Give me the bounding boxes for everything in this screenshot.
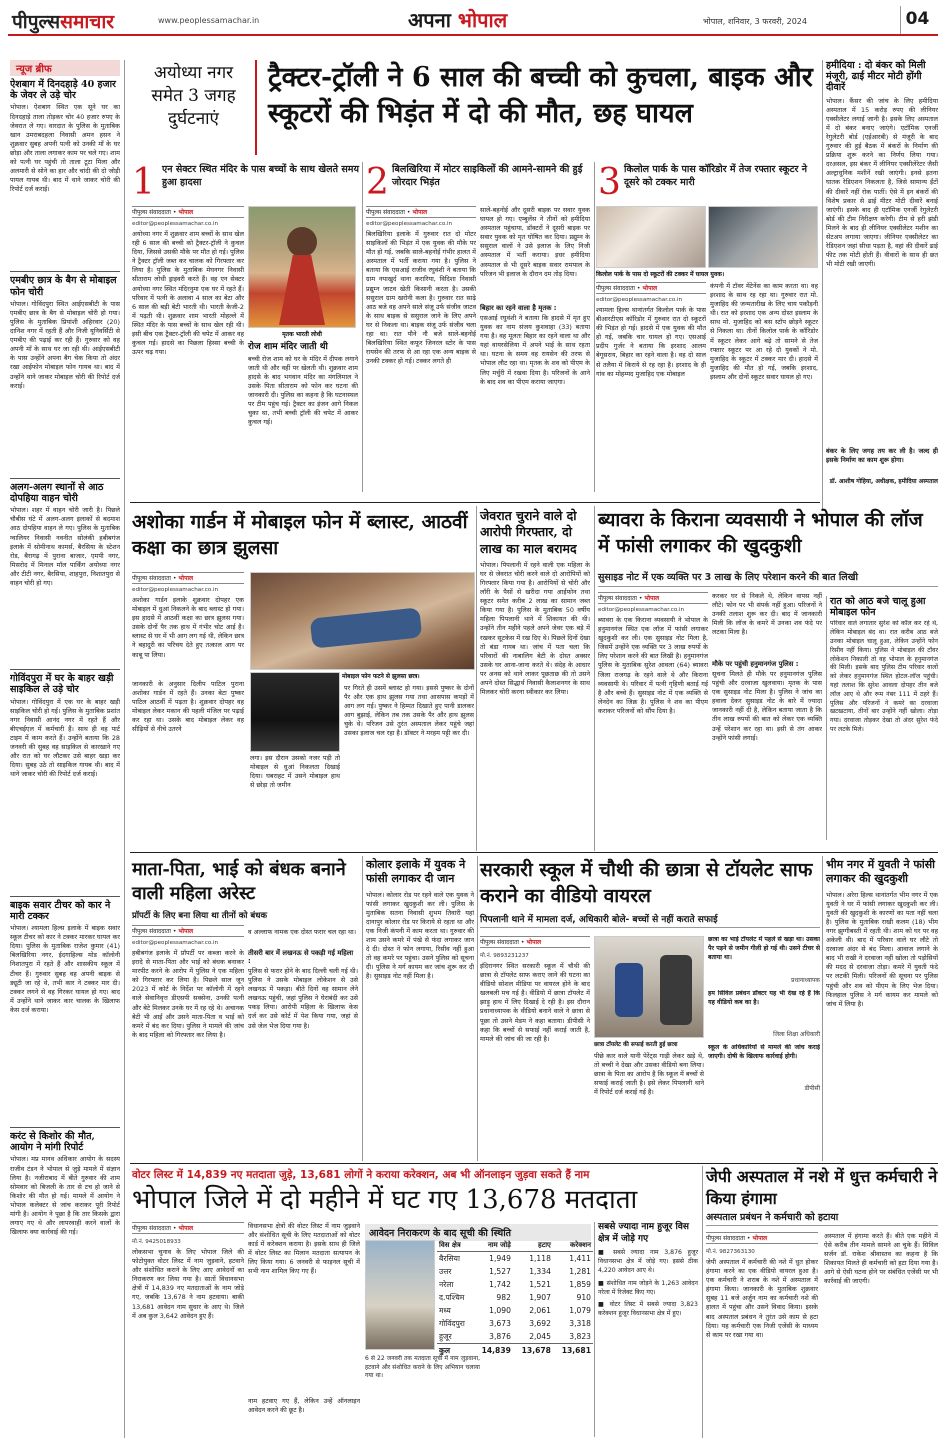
- byawara-box: रात को आठ बजे चालू हुआ मोबाइल फोन परिवार वाले लगातार सुरेश को कॉल कर रहे थे, लेकिन मोबाइल बंद था। रात करीब आठ बजे उनका मोबाइल चालू हुआ, लेकिन उन्होंने फोन रिसीव नहीं किया। पुलिस ने मोबाइल की टॉवर लोकेशन निकाली तो वह भोपाल के हनुमानगंज की मिली। इसके बाद पुलिस टीम परिवार वालों को लेकर हनुमानगंज स्थित होटल-लॉज पहुंची। यहां तलाश कि सुरेश आवला दोपहर तीन बजे लॉज आए थे और रूम नंबर 111 में ठहरे हैं। पुलिस और परिजनों ने कमरे का दरवाजा खटखटाया, तीनों बार उन्होंने नहीं खोला। तोड़ा गया। दरवाजा तोड़कर देखा तो अंदर सुरेश फंदे पर लटके मिले।: [826, 596, 938, 840]
- table-cell: कुल: [437, 1344, 473, 1358]
- byawara-body-cont: करकर घर से निकले थे, लेकिन वापस नहीं लौटे। फोन पर भी संपर्क नहीं हुआ। परिजनों ने उनकी तलाश शुरू कर दी। बाद में जानकारी मिली कि लॉज के कमरे में उनका शव फंदे पर लटका मिला है। मौके पर पहुंची हनुमानगंज पुलिस : सूचना मिलते ही मौके पर हनुमानगंज पुलिस पहुंची और दरवाजा खुलवाया। मृतक के पास एक सुसाइड नोट मिला है। पुलिस ने जांच का हवाला देकर सुसाइड नोट के बारे में ज्यादा जानकारी नहीं दी है, लेकिन बताया जाता है कि तीन लाख रुपयों की बात को लेकर एक व्यक्ति उन्हें परेशान कर रहा था। इसी से तंग आकर उन्होंने फांसी लगाई।: [712, 592, 822, 742]
- jewel-story: जेवरात चुराने वाले दो आरोपी गिरफ्तार, दो लाख का माल बरामद भोपाल। पिपलानी में रहने वाली एक महिला के घर से जेवरात चोरी करने वाले दो आरोपियों को गिरफ्तार किया गया है। आरोपियों से चोरी और लॉरी के पैसों से खरीदा गया आईफोन तथा स्कूटर समेत करीब 2 लाख का सामान जब्त किया गया है। पुलिस के मुताबिक 50 वर्षीय महिला पिपलानी थाने में शिकायत की थी। उन्होंने तीन महीने पहले अपने जेवर एक बड़े में रखकर सूटकेस में रख दिए थे। पिछले दिनों देखा तो बंडा गायब था। जांच में पता चला कि परिवारों की नाबालिग बेटी के दोस्त अक्सर उसके घर आना-जाना करते थे। संदेह के आधार पर अनस को थाने लाकर पूछताछ की तो उसने अपने दोस्त सिद्धार्थ निवासी कैलाशनगर के साथ मिलकर चोरी करना स्वीकार कर लिया।: [480, 508, 590, 697]
- jp-body: पीपुल्स संवाददाता • भोपाल मो.नं. 9827363130 जेपी अस्पताल में कर्मचारी की नशे में धुत होकर हंगामा करने का एक वीडियो वायरल हुआ है। एक कर्मचारी ने शराब के नशे में अस्पताल में हंगामा किया। जानकारी के मुताबिक शुक्रवार सुबह 11 बजे अर्जुन नाम का कर्मचारी नशे की हालत में पहुंचा और उसने विवाद किया। इसके बाद अस्पताल प्रबंधन ने तुरंत उसे काम से हटा दिया। यह कर्मचारी एक निजी एजेंसी के माध्यम से काम पर रखा गया था।: [706, 1232, 818, 1428]
- table-cell: 3,823: [569, 1332, 591, 1341]
- table-cell: मध्य: [439, 1305, 451, 1315]
- story-3-body: पीपुल्स संवाददाता • भोपाल editor@peoplessamachar.co.in श्यामला हिल्स थानांतर्गत किलोल पार्क के पास बीआरटीएस कॉरिडोर में गुरुवार रात दो स्कूटरों की भिड़ंत हो गई। हादसे में एक युवक की मौत हो गई, जबकि चार घायल हो गए। एसआई प्रदीप गुर्जर ने बताया कि इरशाद आलम बेगूसराय, बिहार का रहने वाला है। वह दो साल से तलैया में किराये से रह रहा है। इरशाद के ही गांव का मोहम्मद मुजाहिद एक मोबाइल: [596, 282, 706, 491]
- brief-text: भोपाल। शहर में वाहन चोरी जारी है। पिछले चौबीस घंटे में अलग-अलग इलाकों से बदमाश आठ दोपहिया वाहन ले गए। पुलिस के मुताबिक ग्वालियर निवासी नवनीत सोलंकी हबीबगंज इलाके में सोमीनाथ कामर्स, बैरसिया के स्टेशन रोड, बैरागढ़ में पुराना बाजार, एमपी नगर, मिसरोद में मिनाल मॉल पार्किंग अयोध्या नगर और टीटी नगर, बैरसिया, शाहपुरा, निशातपुरा से वाहन चोरी हो गए।: [10, 506, 120, 587]
- photo-caption: मोबाइल फोन फटने से झुलसा छात्र।: [342, 672, 472, 680]
- byawara-body: पीपुल्स संवाददाता • भोपाल editor@peoplessamachar.co.in ब्यावरा के एक किराना व्यवसायी ने भोपाल के हनुमानगंज स्थित एक लॉज में फांसी लगाकर खुदकुशी कर ली। एक सुसाइड नोट मिला है, जिसमें उन्होंने एक व्यक्ति पर 3 लाख रुपयों के लिए परेशान करने की बात लिखी है। हनुमानगंज पुलिस के मुताबिक सुरेश आवला (64) ब्यावरा जिला राजगढ़ के रहने वाले थे और किराना व्यवसायी थे। परिवार में पत्नी गृहिणी बताई गई है और बच्चे हैं। सुसाइड नोट में एक व्यक्ति से लेनदेन का जिक्र है। पुलिस ने शव का पीएम कराकर परिजनों को सौंप दिया है।: [598, 592, 708, 838]
- table-cell: 1,859: [569, 1280, 591, 1289]
- brief-title: बाइक सवार टीचर को कार ने मारी टक्कर: [10, 899, 111, 922]
- mata-headline: माता-पिता, भाई को बंधक बनाने वाली महिला अरेस्ट: [132, 859, 346, 905]
- table-cell: 3,318: [569, 1319, 591, 1328]
- table-cell: हुजूर: [439, 1331, 452, 1341]
- section-title: अपना भोपाल: [408, 8, 508, 32]
- table-cell: 1,334: [529, 1267, 551, 1276]
- table-cell: 2,061: [529, 1306, 551, 1315]
- table-row: [437, 1291, 593, 1304]
- table-cell: 3,876: [489, 1332, 511, 1341]
- table-cell: 1,090: [489, 1306, 511, 1315]
- table-cell: 1,521: [529, 1280, 551, 1289]
- table-row: [437, 1278, 593, 1291]
- quote-3: स्कूल के अधिकारियों से मामले की जांच कराई जाएगी। दोषी के खिलाफ कार्रवाई होगी। डीपीसी: [708, 1044, 820, 1092]
- voter-photo: [365, 1240, 435, 1350]
- hamidia-story: हमीदिया : दो बंकर को मिली मंजूरी, ढाई मीटर मोटी होंगी दीवारें भोपाल। कैंसर की जांच के लिए हमीदिया अस्पताल में 15 करोड़ रुपए की लीनियर एक्सीलेटर लगाई जानी है। इसके लिए अस्पताल में दो बंकर बनाए जाएंगे। एटॉमिक एनर्जी रेगुलेटरी बोर्ड (एईआरबी) से मंजूरी के बाद गुरुवार की हुई बैठक में बंकरों के निर्माण की प्रक्रिया शुरू करने का निर्णय लिया गया। दरअसल, इस बंकर में लीनियर एक्सीलेरेटर जैसी अल्ट्राधुनिक मशीनें रखी जाएंगी। इनसे इतना घातक रेडिएशन निकलता है, जिसे सामान्य ईंटों की दीवारें नहीं रोक पातीं। ऐसे में इन बंकरों की विशेष प्रकार से ढाई मीटर मोटी दीवारें बनाई जाएंगी। इसके बाद ही एटॉमिक एनर्जी रेगुलेटरी बोर्ड की टीम निरीक्षण करेगी। टीम से हरी झंडी मिलने के बाद ही लीनियर एक्सीलेटर मशीन का सेटअप लगाया जाएगा। लीनियर एक्सीलेटर का रेडिएशन जहां सीधा पड़ता है, वहां की दीवारें ढाई फीट तक मोटी होती हैं। वीवारों के साथ ही छत भी मोटी रखी जाएगी। बंकर के लिए जगह तय कर ली है। जल्द ही इसके निर्माण का काम शुरू होगा। डॉ. आशीष गोहिया, अधीक्षक, हमीदिया अस्पताल: [826, 60, 938, 485]
- story-1-quote: रोज शाम मंदिर जाती थी बच्ची रोज शाम को घर के मंदिर में दीपक लगाने जाती थी और वहीं पर खेलती थी। शुक्रवार शाम हादसे के बाद भगवान मंदिर का मंगलिमाल ने उसके पिता सीताराम को फोन कर घटना की जानकारी दी। पुलिस का कहना है कि घटनास्थल पर टीम पहुंच गई। ट्रैक्टर का इंजन आगे निकल चुका था, तभी बच्ची ट्रॉली की चपेट में आकर कुचल गई।: [248, 342, 358, 427]
- brief-text: भोपाल। मप्र मानव अधिकार आयोग के सदस्य राजीव टंडन ने भोपाल से जुड़े मामले में संज्ञान लिया है। नजीराबाद में बीते गुरुवार की शाम सोमवार को बिजली के तार से टच हो जाने से किशोर की मौत हो गई। मामले में आयोग ने भोपाल कलेक्टर से जांच कराकर पूरी रिपोर्ट मांगी है। आयोग ने पूछा है कि तार किसके द्वारा लगाए गए थे और लापरवाही करने वालों के खिलाफ क्या कार्रवाई की गई।: [10, 1155, 120, 1237]
- table-cell: 2,045: [529, 1332, 551, 1341]
- brief-title: गोविंदपुरा में घर के बाहर खड़ी साइकिल ले उड़े चोर: [10, 673, 114, 696]
- ashoka-headline: अशोका गार्डन में मोबाइल फोन में ब्लास्ट, आठवीं कक्षा का छात्र झुलसा: [132, 511, 468, 559]
- table-cell: 1,949: [489, 1254, 511, 1263]
- table-header: करेक्शन: [553, 1240, 593, 1252]
- brief-current: [10, 1131, 120, 1305]
- school-body: पीपुल्स संवाददाता • भोपाल मो.नं. 9893231237 इंदिरानगर स्थित सरकारी स्कूल में चौथी की छात्रा से टॉयलेट साफ कराए जाने की घटना का वीडियो सोशल मीडिया पर वायरल होने के बाद खलबली मच गई है। वीडियो में छात्रा टॉयलेट में झाड़ू हाथ में लिए दिखाई दे रही है। इस दौरान प्रधानाध्यापक के वीडियो बनाने वाले ने छात्रा से पूछा तो उसने मेडम ने कहा बताया। डीपीसी ने कहा कि बच्चों से सफाई नहीं कराई जाती है, मामले की जांच की जा रही है।: [480, 936, 590, 1162]
- table-cell: 1,411: [569, 1254, 591, 1263]
- brief-title: एमबीए छात्र के बैग से मोबाइल फोन चोरी: [10, 275, 117, 298]
- jp-subhead: अस्पताल प्रबंधन ने कर्मचारी को हटाया: [706, 1210, 938, 1226]
- injured-photo-1: [596, 206, 706, 268]
- burnt-phone-photo: [250, 672, 340, 752]
- quote-2: हम सिविल प्रबंधन डॉक्टर यह भी देख रहे हैं कि यह वीडियो कब का है। जिला शिक्षा अधिकारी: [708, 990, 820, 1038]
- table-cell: 982: [496, 1293, 511, 1302]
- box-item: ■ संशोधित नाम जोड़ने के 1,263 आवेदन नरेला में रिजेक्ट किए गए।: [598, 1279, 698, 1296]
- table-cell: 1,079: [569, 1306, 591, 1315]
- table-cell: नरेला: [439, 1279, 454, 1289]
- masthead: [8, 6, 938, 36]
- table-cell: 3,673: [489, 1319, 511, 1328]
- brief-ashbag: [10, 79, 120, 268]
- table-cell: 910: [576, 1293, 591, 1302]
- story-title: एन सेक्टर स्थित मंदिर के पास बच्चों के साथ खेलते समय हुआ हादसा: [162, 164, 359, 188]
- top-kicker: अयोध्या नगर समेत 3 जगह दुर्घटनाएं: [132, 60, 257, 155]
- photo-caption: मृतक भारती लोधी: [282, 331, 322, 338]
- brief-text: भोपाल। श्यामला हिल्स इलाके में बाइक सवार स्कूल टीचर को कार ने टक्कर मारकर घायल कर दिया। पुलिस के मुताबिक राजेश कुमार (41) बिलखिरिया नगर, ईदगाहिल्स मोड कॉलोनी निशातपुरा में रहते हैं और शासकीय स्कूल में टीचर हैं। गुरुवार सुबह वह अपनी बाइक से ड्यूटी जा रहे थे, तभी कार ने टक्कर मार दी। टक्कर लगने से वह गिरकर घायल हो गए। बाद में उन्होंने थाने जाकर कार चालक के खिलाफ केस दर्ज कराया।: [10, 924, 120, 1014]
- table-cell: 14,839: [473, 1344, 513, 1358]
- byawara-headline: ब्यावरा के किराना व्यवसायी ने भोपाल की लॉज में फांसी लगाकर की खुदकुशी: [598, 509, 923, 557]
- table-cell: 1,118: [529, 1254, 551, 1263]
- table-cell: 13,681: [553, 1344, 593, 1358]
- school-quotes: [708, 936, 820, 1092]
- voter-body: पीपुल्स संवाददाता • भोपाल मो.नं. 9425018933 लोकसभा चुनाव के लिए भोपाल जिले की फोटोयुक्त वोटर लिस्ट में नाम जुड़वाने, हटवाने और संशोधित कराने के लिए आए आवेदनों का निराकरण कर लिया गया है। सातों विधानसभा क्षेत्रों में 14,839 नए मतदाताओं के नाम जोड़े गए, जबकि 13,678 ने नाम हटवाया। बाकी 13,681 आवेदन नाम सुधार के आए थे। जिले में अब कुल 3,642 आवेदन हुए हैं।: [132, 1222, 244, 1418]
- injured-photo-2: [708, 206, 818, 268]
- kolar-story: कोलार इलाके में युवक ने फांसी लगाकर दी जान भोपाल। कोलार रोड पर रहने वाले एक युवक ने फांसी लगाकर खुदकुशी कर ली। पुलिस के मुताबिक सतना निवासी शुभम तिवारी यहां दानापुर कोलार रोड पर किराये से रहता था और एक निजी कंपनी में काम करता था। गुरुवार की शाम उसने कमरे में पंखे से फंदा लगाकर जान दे दी। दोस्त ने फोन लगाया, रिसीव नहीं हुआ तो वह कमरे पर पहुंचा। उसने पुलिस को सूचना दी। पुलिस ने मर्ग कायम कर जांच शुरू कर दी है। सुसाइड नोट नहीं मिला है।: [366, 858, 474, 981]
- byawara-subhead: सुसाइड नोट में एक व्यक्ति पर 3 लाख के लिए परेशान करने की बात लिखी: [598, 570, 938, 587]
- brief-text: भोपाल। ऐशबाग स्थित एक सूने घर का दिनदहाड़े ताला तोड़कर चोर 40 हजार रुपए के जेवरात ले गए। वारदात के पुलिस के मुताबिक खान उमराबदहला निवासी अमन हसन ने शुक्रवार सुबह अपनी पत्नी को उनकी माँ के घर छोड़ा और ताला लगाकर काम पर चले गए। शाम को पत्नी घर पहुंची तो ताला टूटा मिला और अलमारी से सोने का हार और चांदी की दो जोड़ी पायल गायब थी। बाद में थाने जाकर चोरी की रिपोर्ट दर्ज कराई।: [10, 103, 120, 194]
- voter-box: सबसे ज्यादा नाम हुजूर विस क्षेत्र में जोड़े गए ■ सबसे ज्यादा नाम 3,876 हुजूर विधानसभा क्षेत्र में जोड़े गए। इससे ठीक 4,220 आवेदन आए थे। ■ संशोधित नाम जोड़ने के 1,263 आवेदन नरेला में रिजेक्ट किए गए। ■ वोटर लिस्ट में सबसे ज्यादा 3,823 करेक्शन हुजूर विधानसभा क्षेत्र में हुए।: [598, 1222, 698, 1318]
- date: भोपाल, शनिवार, 3 फरवरी, 2024: [703, 17, 807, 26]
- story-3-body-cont: कंपनी में टॉवर मेंटेनेंस का काम करता था। वह इरशाद के साथ रह रहा था। गुरुवार रात मो. मुजाहिद की जन्मतारीख के लिए चाय पकौड़नी थी। रात को इरशाद एक अन्य दोस्त इस्लाम के साथ मो. मुजाहिद को बस स्टॉप छोड़ने स्कूटर से निकला था। तीनों किलोल पार्क के कॉरिडोर में स्कूटर लेकर आगे बढ़े तो सामने से तेज रफ्तार स्कूटर पर आ रहे दो युवकों ने मो. मुजाहिद के स्कूटर में टक्कर मार दी। हादसे में मुजाहिद की मौत हो गई, जबकि इरशाद, इस्लाम और दोनों स्कूटर सवार घायल हो गए।: [710, 282, 818, 381]
- voter-kicker: वोटर लिस्ट में 14,839 नए मतदाता जुड़े, 13,681 लोगों ने कराया करेक्शन, अब भी ऑनलाइन जुड़वा सकते हैं नाम: [132, 1169, 590, 1181]
- table-row: [437, 1317, 593, 1330]
- table-cell: 1,281: [569, 1267, 591, 1276]
- table-cell: 1,527: [489, 1267, 511, 1276]
- table-row: [437, 1252, 593, 1266]
- story-2-body-cont: साले-बहनोई और दूसरी बाइक पर सवार युवक घायल हो गए। एम्बुलेंस ने तीनों को हमीदिया अस्पताल पहुंचाया, डॉक्टरों ने दूसरी बाइक पर सवार युवक को मृत घोषित कर दिया। प्रद्युम्न के ससुराल वालों ने उसे इलाज के लिए निजी अस्पताल में भर्ती कराया। इधर हमीदिया अस्पताल से भी दूसरे बाइक सवार रामपाल के परिजन भी इलाज के दौरान दम तोड़ दिया। बिहार का रहने वाला है मृतक : एसआई रघुवंशी ने बताया कि हादसे में मृत हुए युवक का नाम संजय कुशवाहा (33) बताया गया है। वह मूलतः बिहार का रहने वाला था और यहां वायरसेलिया में अपने भाई के साथ रहता था। घटना के समय वह रायसेन की तरफ से भोपाल लौट रहा था। मृतक के शव को पीएम के लिए मर्चुरी में रखवा दिया है। परिजनों के आने के बाद शव का पीएम कराया जाएगा।: [480, 206, 590, 386]
- site-url: www.peoplessamachar.in: [158, 16, 260, 25]
- photo-caption: किलोल पार्क के पास दो स्कूटरों की टक्कर में घायल युवक।: [596, 271, 725, 278]
- brief-text: भोपाल। गोविंदपुरा स्थित आईएसबीटी के पास एमबीए छात्र के बैग से मोबाइल चोरी हो गया। पुलिस के मुताबिक प्रियांशी अहिरवार (20) दानिश नगर में रहती हैं और निजी यूनिवर्सिटी से एमबीए की पढ़ाई कर रही हैं। गुरुवार को वह अपनी माँ के साथ घर जा रही थी। आईएसबीटी के पास उन्होंने अपना बैग चेक किया तो अंदर रखा आईफोन मोबाइल फोन गायब था। बाद में उन्होंने थाने जाकर मोबाइल चोरी की रिपोर्ट दर्ज कराई।: [10, 299, 120, 390]
- brief-cycle: [10, 673, 120, 892]
- brief-title: ऐशबाग में दिनदहाड़े 40 हजार के जेवर ले उड़े चोर: [10, 79, 116, 102]
- voter-table: [437, 1240, 593, 1357]
- photo-caption: छात्रा टॉयलेट की सफाई करती हुई छात्रा: [594, 1042, 678, 1048]
- top-headline: ट्रैक्टर-ट्रॉली ने 6 साल की बच्ची को कुचला, बाइक और स्कूटरों की भिड़ंत में दो की मौत, छह घायल: [268, 62, 813, 129]
- news-brief-label: न्यूज ब्रीफ: [10, 60, 120, 76]
- table-cell: 1,742: [489, 1280, 511, 1289]
- logo: पीपुल्ससमाचार: [12, 11, 115, 33]
- table-cell: 1,907: [529, 1293, 551, 1302]
- table-cell: बैरसिया: [439, 1253, 460, 1263]
- brief-vehicle-theft: [10, 482, 120, 666]
- table-cell: गोविंदपुरा: [439, 1318, 465, 1328]
- table-cell: 13,678: [513, 1344, 553, 1358]
- voter-body-cont: विधानसभा क्षेत्रों की वोटर लिस्ट में नाम जुड़वाने और संशोधित सूची के लिए मतदाताओं को वोटर कार्ड में करेक्शन कराया है। इसके साथ ही जिले में वोटर लिस्ट का मिलान मतदाता सत्यापन के लिए किया गया। 6 जनवरी से फाइनल सूची में सभी नाम शामिल किए गए हैं। नाम हटवाए गए हैं, लेकिन उन्हें ऑनलाइन आवेदन करने की छूट है।: [248, 1222, 360, 1415]
- brief-title: करंट से किशोर की मौत, आयोग ने मांगी रिपोर्ट: [10, 1131, 95, 1154]
- school-photo: [594, 936, 704, 1038]
- box-item: ■ सबसे ज्यादा नाम 3,876 हुजूर विधानसभा क्षेत्र में जोड़े गए। इससे ठीक 4,220 आवेदन आए थे।: [598, 1249, 698, 1274]
- mata-body: पीपुल्स संवाददाता • भोपाल editor@peoplessamachar.co.in हबीबगंज इलाके में प्रॉपर्टी पर कब्जा करने के इरादे से माता-पिता और भाई को बंधक बनाकर मारपीट करने के आरोप में पुलिस ने एक महिला को गिरफ्तार कर लिया है। पिछले साल जून 2023 में कोर्ट के निर्देश पर कॉलोनी में रहने वाले सेवानिवृत्त डीएसपी सक्सेना, उनकी पत्नी और बेटे मिलकर उनके घर में रह रहे थे। अचानक बेटी भी आई और उसने माता-पिता व भाई को कमरे में बंद कर दिया। पुलिस ने मामले की जांच के बाद महिला को गिरफ्तार कर लिया है।: [132, 925, 244, 1159]
- voter-table-title: आवेदन निराकरण के बाद सूची की स्थिति: [365, 1224, 591, 1241]
- table-header: हटाए: [513, 1240, 553, 1252]
- victim-photo: [248, 206, 356, 328]
- table-cell: 3,692: [529, 1319, 551, 1328]
- school-subhead: पिपलानी थाने में मामला दर्ज, अधिकारी बोले- बच्चों से नहीं कराते सफाई: [480, 912, 820, 928]
- table-row: [437, 1304, 593, 1317]
- jp-body-cont: अस्पताल में हंगामा करते हैं। बीते एक महीने में ऐसे करीब तीन मामले सामने आ चुके हैं। सिविल सर्जन डॉ. राकेश श्रीवास्तव का कहना है कि शिकायत मिलते ही कर्मचारी को हटा दिया गया है। आगे से ऐसी घटना होने पर संबंधित एजेंसी पर भी कार्रवाई की जाएगी।: [824, 1232, 938, 1286]
- story-1-body: पीपुल्स संवाददाता • भोपाल editor@peoplessamachar.co.in अयोध्या नगर में शुक्रवार शाम बच्चों के साथ खेल रही 6 साल की बच्ची को ट्रैक्टर-ट्रॉली ने कुचल दिया, जिससे उसकी मौके पर मौत हो गई। पुलिस ने ट्रैक्टर ट्रॉली जब्त कर चालक को गिरफ्तार कर लिया है। पुलिस के मुताबिक मेघनगर निवासी सीताराम लोधी ड्राइवरी करते हैं। वह एन सेक्टर अयोध्या नगर स्थित मंदिरनुमा एक घर में रहते हैं। परिवार में पत्नी के अलावा 4 साल का बेटा और 6 साल की बड़ी बेटी भारती थी। भारती केजी-2 में पढ़ती थी। शुक्रवार शाम भारती मोहल्ले में स्थित मंदिर के पास बच्चों के साथ खेल रही थी। इसी बीच एक ट्रैक्टर-ट्रॉली की चपेट में आकर वह कुचल गई। हादसे का पिछला हिस्सा बच्ची के ऊपर चढ़ गया।: [132, 206, 244, 480]
- table-header: विस क्षेत्र: [437, 1240, 473, 1252]
- voter-photo-caption: 6 से 22 जनवरी तक मतदाता सूची में नाम जुड़वाना, हटवाने और संशोधित कराने के लिए अभियान चलाया गया था।: [365, 1355, 480, 1380]
- brief-teacher: [10, 900, 120, 1124]
- table-row: [437, 1330, 593, 1344]
- voter-headline: भोपाल जिले में दो महीने में घट गए 13,678 मतदाता: [132, 1185, 638, 1215]
- bhimnagar-story: भीम नगर में युवती ने फांसी लगाकर की खुदकुशी भोपाल। अरेरा हिल्स थानांतर्गत भीम नगर में एक युवती ने घर में फांसी लगाकर खुदकुशी कर ली। युवती की खुदकुशी के कारणों का पता नहीं चला है। पुलिस के मुताबिक राखी कलम (18) भीम नगर झुग्गीबस्ती में रहती थी। शाम को घर पर वह अकेली थी। बाद में परिवार वाले घर लौटे तो दरवाजा अंदर से बंद मिला। आवाज लगाने के बाद भी राखी ने दरवाजा नहीं खोला तो पड़ोसियों की मदद से दरवाजा तोड़ा। कमरे में युवती फंदे पर लटकी मिली। परिजनों की सूचना पर पुलिस पहुंची और शव को पीएम के लिए भेज दिया। फिलहाल पुलिस ने मर्ग कायम कर मामले को जांच में लिया है।: [826, 858, 938, 1008]
- table-row: [437, 1265, 593, 1278]
- mata-subhead: प्रॉपर्टी के लिए बना लिया था तीनों को बंधक: [132, 911, 268, 921]
- school-headline: सरकारी स्कूल में चौथी की छात्रा से टॉयलेट साफ कराने का वीडियो वायरल: [480, 859, 813, 907]
- quote-1: छात्रा का भाई टॉयलेट में पहले से खड़ा था। उसका पैर पड़ने से जमीन गीली हो गई थी। उसने टीचर से बताया था। प्रधानाध्यापक: [708, 936, 820, 984]
- table-cell: द.पश्चिम: [439, 1292, 465, 1302]
- brief-mba: [10, 275, 120, 474]
- box-item: ■ वोटर लिस्ट में सबसे ज्यादा 3,823 करेक्शन हुजूर विधानसभा क्षेत्र में हुए।: [598, 1301, 698, 1318]
- jp-headline: जेपी अस्पताल में नशे में धुत्त कर्मचारी ने किया हंगामा: [706, 1167, 938, 1208]
- story-number: 1: [132, 162, 155, 203]
- ashoka-photo: [250, 572, 475, 670]
- page-number: 04: [900, 6, 934, 34]
- brief-title: अलग-अलग स्थानों से आठ दोपहिया वाहन चोरी: [10, 481, 104, 505]
- brief-text: भोपाल। गोविंदपुरा में एक घर के बाहर खड़ी साइकिल चोरी हो गई। पुलिस के मुताबिक प्रशांत नगर निवासी आनंद नगर में रहते हैं और बीएचईएल में कर्मचारी हैं। साथ ही वह पार्ट टाइम में काम करते हैं। उन्होंने बताया कि 28 जनवरी की सुबह वह साइकिल से कारखाने गए और रात को घर लौटकर उसे बाहर खड़ा कर दिया। सुबह उठे तो साइकिल गायब थी। बाद में थाने जाकर चोरी की रिपोर्ट दर्ज कराई।: [10, 697, 120, 779]
- table-cell: उत्तर: [439, 1266, 452, 1276]
- news-brief-column: [10, 60, 120, 1438]
- mata-body-cont: व अल्लाफ नामक एक दोस्त फरार चल रहा था। तीसरी बार में लखनऊ से पकड़ी गई महिला : पुलिस से फरार होने के बाद दिल्ली चली गई थी। पुलिस ने उसके मोबाइल लोकेशन से उसे लखनऊ में पकड़ा। बीते दिनों वह सामान लेने लखनऊ पहुंची, जहां पुलिस ने घेराबंदी कर उसे पकड़ लिया। आरोपी महिला के खिलाफ केस दर्ज कर उसे कोर्ट में पेश किया गया, जहां से उसे जेल भेज दिया गया है।: [248, 928, 358, 1030]
- story-2-body: पीपुल्स संवाददाता • भोपाल editor@peoplessamachar.co.in बिलखिरिया इलाके में गुरुवार रात दो मोटर साइकिलों की भिड़ंत में एक युवक की मौके पर मौत हो गई, जबकि साले-बहनोई गंभीर हालत में अस्पताल में भर्ती कराया गया है। पुलिस ने बताया कि एसआई राजीव रघुवंशी ने बताया कि ग्राम नयाखुर्द थाना करारिया, विदिशा निवासी प्रद्युम्न जाटव खेती किसानी करता है। उसकी ससुराल ग्राम खरोनी कला है। गुरुवार रात साढ़े आठ बजे वह अपने साले संजू उर्फ संजीव जाटव के साथ बाइक से ससुराल जाने के लिए अपने घर से निकला था। बाइक संजू उर्फ संजीव चला रहा था। रात पौने नौ बजे साले-बहनोई बिलखिरिया स्थित कफूर जिनरल स्टोर के पास रायसेन की तरफ से आ रहा एक अन्य बाइक से उनकी टक्कर हो गई। टक्कर लगते ही: [366, 206, 476, 492]
- ashoka-body: पीपुल्स संवाददाता • भोपाल editor@peoplessamachar.co.in अशोका गार्डन इलाके शुक्रवार दोपहर एक मोबाइल में धुआं निकलने के बाद ब्लास्ट हो गया। इस हादसे में आठवीं कक्षा का छात्र झुलस गया। उसके दोनों पैर तक हाथ में गंभीर चोट आई है। ब्लास्ट से घर में भी आग लग गई थी, लेकिन छात्र ने बहादुरी का परिचय देते हुए तत्काल आग पर काबू पा लिया। जानकारी के अनुसार दिलीप पाटिल पुराना अशोका गार्डन में रहते हैं। उनका बेटा पुष्कर पाटिल आठवीं में पढ़ता है। शुक्रवार दोपहर वह मोबाइल लेकर मकान की पहली मंजिल पर पढ़ाई कर रहा था। उसके बाद मोबाइल लेकर वह सीढ़ियों से नीचे उतरने: [132, 572, 244, 800]
- table-header: नाम जोड़े: [473, 1240, 513, 1252]
